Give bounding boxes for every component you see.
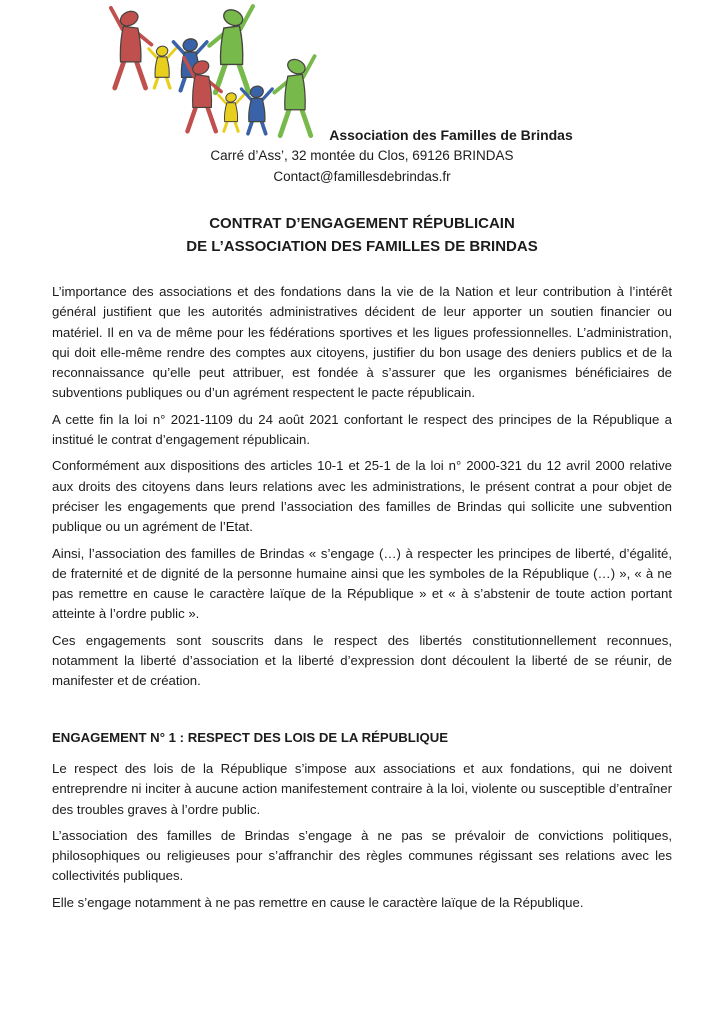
paragraph: L’importance des associations et des fondations dans la vie de la Nation et leur contribution à l’intérêt général justifient que les autorités administratives décident de leur apporter un soutien financier ou matériel. Il en va de même pour les fédérations sportives et les ligues professionnelles. L’administration, qui doit elle-même rendre des comptes aux citoyens, justifier du bon usage des deniers publics et de la reconnaissance qu’elle peut attribuer, est fondée à s’assurer que les organismes bénéficiaires de subventions publiques ou d’un agrément respectent le pacte républicain. — [52, 284, 672, 401]
document-body — [52, 282, 672, 919]
section-heading-engagement-1: ENGAGEMENT N° 1 : RESPECT DES LOIS DE LA RÉPUBLIQUE — [52, 729, 449, 745]
document-title — [0, 212, 724, 258]
paragraph: Ainsi, l’association des familles de Brindas « s’engage (…) à respecter les principes de liberté, d’égalité, de fraternité et de dignité de la personne humaine ainsi que les symboles de la République (…) », « à ne pas remettre en cause le caractère laïque de la République » et « à s’abstenir de toute action portant atteinte à l’ordre public ». — [52, 545, 672, 622]
org-email: Contact@famillesdebrindas.fr — [273, 169, 451, 184]
paragraph: Elle s’engage notamment à ne pas remettre en cause le caractère laïque de la République. — [52, 894, 584, 910]
paragraph: Le respect des lois de la République s’impose aux associations et aux fondations, qui ne doivent entreprendre ni inciter à aucune action manifestement contraire à la loi, violente ou susceptible d’entraîner des troubles graves à l’ordre public. — [52, 760, 672, 817]
paragraph: L’association des familles de Brindas s’engage à ne pas se prévaloir de convictions politiques, philosophiques ou religieuses pour s’affranchir des règles communes régissant ses relations avec les collectivités publiques. — [52, 827, 672, 884]
document-title-line1: CONTRAT D’ENGAGEMENT RÉPUBLICAIN — [209, 215, 515, 232]
letterhead — [0, 0, 724, 200]
paragraph: A cette fin la loi n° 2021-1109 du 24 août 2021 confortant le respect des principes de la République a institué le contrat d’engagement républicain. — [52, 411, 672, 448]
intro-paragraphs — [52, 282, 672, 692]
paragraph: Conformément aux dispositions des articles 10-1 et 25-1 de la loi n° 2000-321 du 12 avril 2000 relative aux droits des citoyens dans leurs relations avec les administrations, le présent contrat a pour objet de préciser les engagements que prend l’association des familles de Brindas qui sollicite une subvention publique ou un agrément de l’Etat. — [52, 458, 672, 535]
org-address: Carré d’Ass’, 32 montée du Clos, 69126 BRINDAS — [210, 148, 514, 163]
families-holding-hands-logo — [108, 4, 320, 142]
paragraph: Ces engagements sont souscrits dans le respect des libertés constitutionnellement reconnues, notamment la liberté d’association et la liberté d’expression dont découlent la liberté de se réunir, de manifester et de création. — [52, 632, 672, 689]
org-name: Association des Familles de Brindas — [329, 127, 573, 143]
section-paragraphs — [52, 759, 672, 913]
document-title-line2: DE L’ASSOCIATION DES FAMILLES DE BRINDAS — [186, 238, 538, 255]
